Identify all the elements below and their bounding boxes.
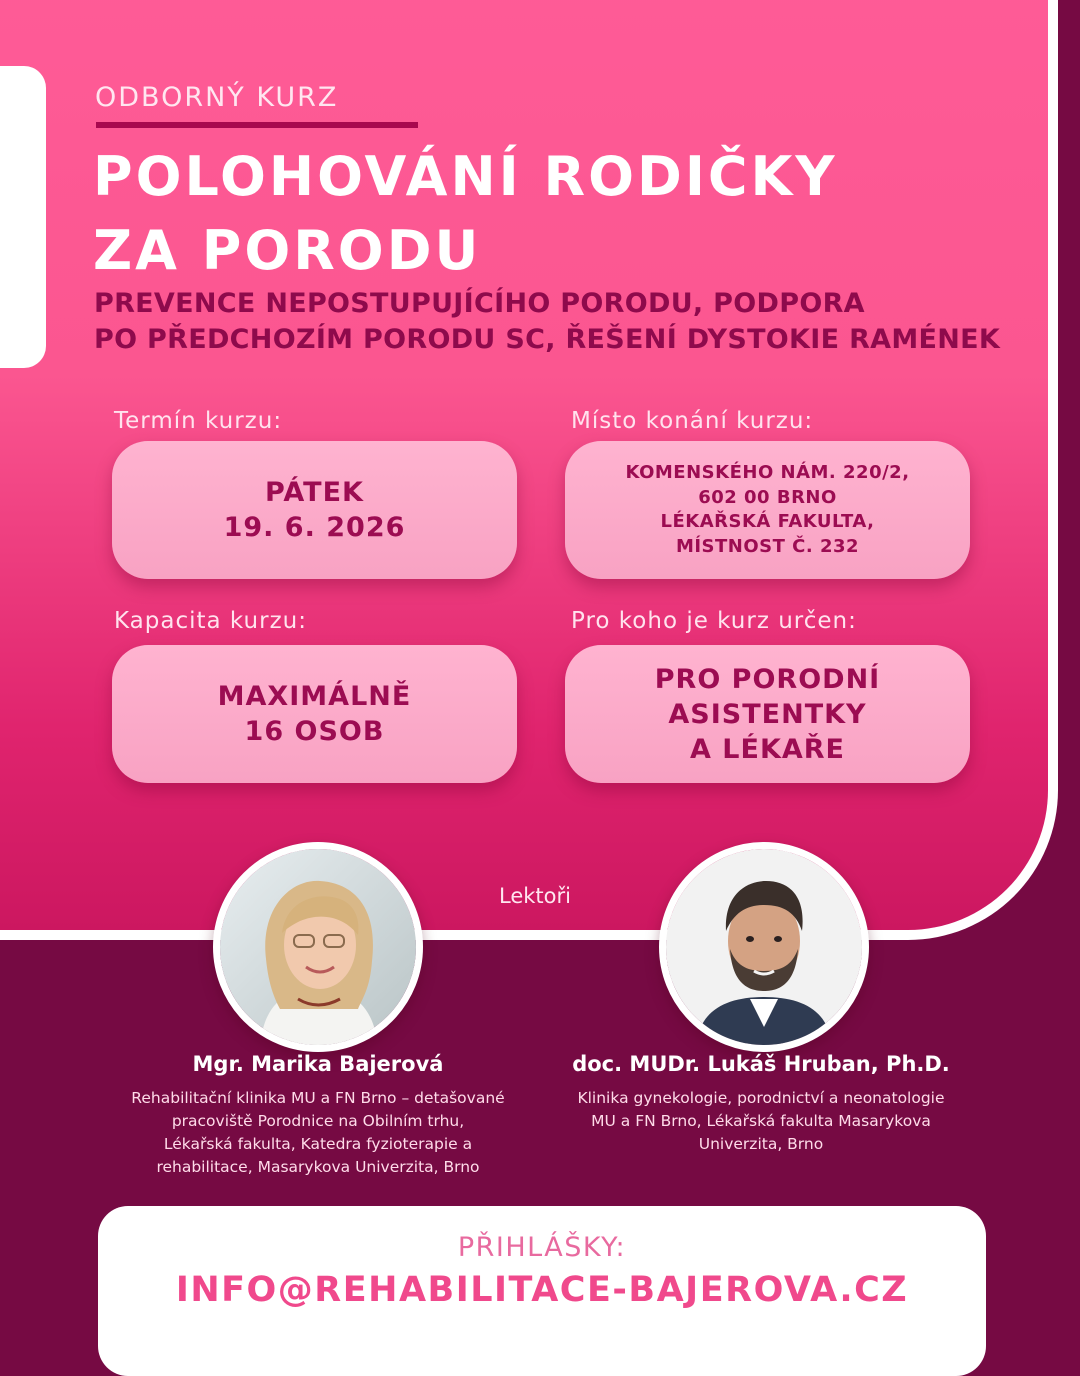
date-card [112, 441, 517, 579]
portrait-female-icon [220, 849, 416, 1045]
subtitle-line: PREVENCE NEPOSTUPUJÍCÍHO PORODU, PODPORA [94, 288, 865, 319]
course-subtitle [94, 286, 1000, 358]
affiliation-line: pracoviště Porodnice na Obilním trhu, [171, 1112, 465, 1130]
audience-line: A LÉKAŘE [690, 733, 845, 765]
audience-card [565, 645, 970, 783]
capacity-label: Kapacita kurzu: [114, 608, 307, 634]
title-line: ZA PORODU [93, 219, 482, 282]
date-value: 19. 6. 2026 [223, 512, 406, 543]
affiliation-line: rehabilitace, Masarykova Univerzita, Brno [156, 1158, 480, 1176]
affiliation-line: Klinika gynekologie, porodnictví a neonatologie [577, 1089, 945, 1107]
contact-email-link[interactable]: INFO@REHABILITACE-BAJEROVA.CZ [175, 1270, 909, 1310]
lecturers-heading: Lektoři [499, 884, 571, 908]
course-title [93, 140, 838, 288]
place-line: 602 00 BRNO [698, 486, 837, 508]
lecturer-affiliation [531, 1087, 991, 1156]
course-kicker: ODBORNÝ KURZ [95, 82, 339, 113]
lecturer-photo-male [659, 842, 869, 1052]
audience-line: ASISTENTKY [668, 698, 867, 730]
contact-box [98, 1206, 986, 1376]
registration-label: PŘIHLÁŠKY: [457, 1232, 627, 1263]
place-line: MÍSTNOST Č. 232 [675, 535, 860, 557]
lecturer-affiliation [88, 1087, 548, 1179]
audience-label: Pro koho je kurz určen: [571, 608, 857, 634]
affiliation-line: Lékařská fakulta, Katedra fyzioterapie a [163, 1135, 473, 1153]
title-line: POLOHOVÁNÍ RODIČKY [93, 145, 838, 208]
capacity-card [112, 645, 517, 783]
place-line: KOMENSKÉHO NÁM. 220/2, [625, 462, 910, 483]
portrait-male-icon [666, 849, 862, 1045]
capacity-line: 16 OSOB [244, 716, 385, 747]
lecturer-name: doc. MUDr. Lukáš Hruban, Ph.D. [572, 1052, 950, 1076]
affiliation-line: MU a FN Brno, Lékařská fakulta Masarykova [591, 1112, 931, 1130]
white-side-tab [0, 66, 46, 368]
date-day: PÁTEK [265, 477, 364, 508]
lecturer-name: Mgr. Marika Bajerová [192, 1052, 444, 1076]
subtitle-line: PO PŘEDCHOZÍM PORODU SC, ŘEŠENÍ DYSTOKIE RAMÉNEK [94, 324, 1001, 355]
date-label: Termín kurzu: [114, 408, 283, 434]
affiliation-line: Rehabilitační klinika MU a FN Brno – detašované [131, 1089, 505, 1107]
capacity-line: MAXIMÁLNĚ [217, 681, 412, 712]
place-line: LÉKAŘSKÁ FAKULTA, [660, 511, 875, 532]
lecturer-photo-female [213, 842, 423, 1052]
kicker-underline [96, 122, 418, 128]
place-label: Místo konání kurzu: [571, 408, 814, 434]
audience-line: PRO PORODNÍ [654, 663, 881, 695]
place-card [565, 441, 970, 579]
affiliation-line: Univerzita, Brno [698, 1135, 824, 1153]
